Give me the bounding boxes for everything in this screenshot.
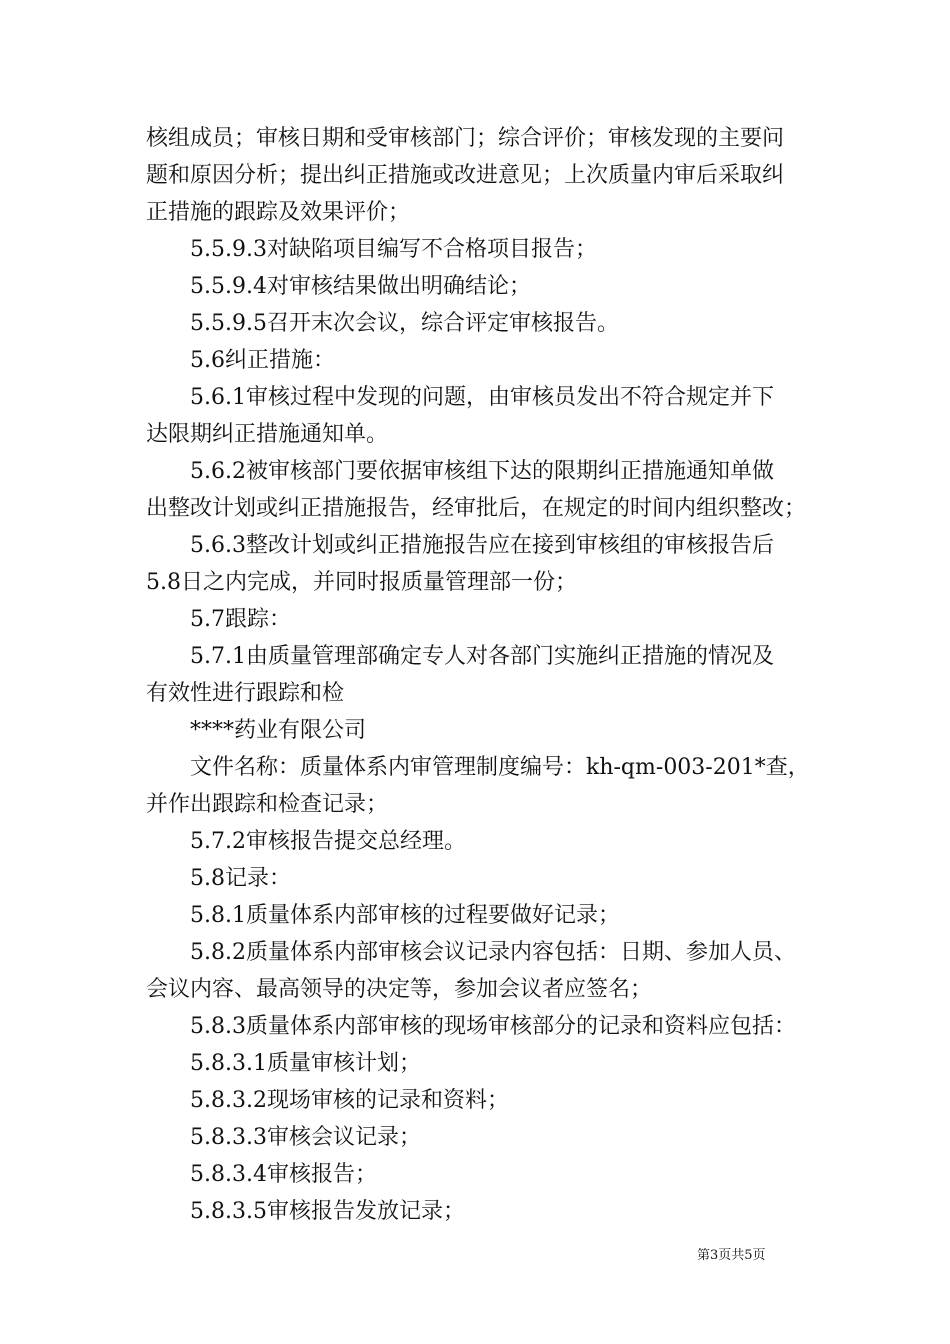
text-line: 会议内容、最高领导的决定等，参加会议者应签名；: [146, 977, 653, 1002]
text-line: 5.6.2被审核部门要依据审核组下达的限期纠正措施通知单做: [146, 459, 774, 484]
document-body: [146, 120, 810, 1230]
text-line: 5.5.9.5召开末次会议，综合评定审核报告。: [146, 311, 619, 336]
section-heading: 5.6纠正措施：: [146, 348, 335, 373]
text-line: 达限期纠正措施通知单。: [146, 422, 389, 447]
page-number: 第3页共5页: [697, 1248, 766, 1263]
company-name: ****药业有限公司: [146, 718, 367, 743]
text-line: 核组成员；审核日期和受审核部门；综合评价；审核发现的主要问: [146, 126, 785, 151]
text-line: 5.6.3整改计划或纠正措施报告应在接到审核组的审核报告后: [146, 533, 774, 558]
list-item: 5.8.3.3审核会议记录；: [146, 1125, 421, 1150]
text-line: 题和原因分析；提出纠正措施或改进意见；上次质量内审后采取纠: [146, 163, 785, 188]
section-heading: 5.7跟踪：: [146, 607, 291, 632]
document-title-line: 文件名称：质量体系内审管理制度编号：kh-qm-003-201*查，: [146, 755, 810, 780]
text-line: 5.7.1由质量管理部确定专人对各部门实施纠正措施的情况及: [146, 644, 774, 669]
text-line: 5.8.3质量体系内部审核的现场审核部分的记录和资料应包括：: [146, 1014, 796, 1039]
list-item: 5.8.3.4审核报告；: [146, 1162, 377, 1187]
text-line: 有效性进行跟踪和检: [146, 681, 345, 706]
section-heading: 5.8记录：: [146, 866, 291, 891]
text-line: 5.6.1审核过程中发现的问题，由审核员发出不符合规定并下: [146, 385, 774, 410]
list-item: 5.8.3.2现场审核的记录和资料；: [146, 1088, 509, 1113]
list-item: 5.8.3.1质量审核计划；: [146, 1051, 421, 1076]
text-line: 5.7.2审核报告提交总经理。: [146, 829, 466, 854]
text-line: 正措施的跟踪及效果评价；: [146, 200, 411, 225]
text-line: 5.8日之内完成，并同时报质量管理部一份；: [146, 570, 577, 595]
text-line: 并作出跟踪和检查记录；: [146, 792, 389, 817]
text-line: 出整改计划或纠正措施报告，经审批后，在规定的时间内组织整改；: [146, 496, 807, 521]
text-line: 5.8.1质量体系内部审核的过程要做好记录；: [146, 903, 620, 928]
text-line: 5.5.9.3对缺陷项目编写不合格项目报告；: [146, 237, 597, 262]
list-item: 5.8.3.5审核报告发放记录；: [146, 1199, 465, 1224]
text-line: 5.5.9.4对审核结果做出明确结论；: [146, 274, 531, 299]
text-line: 5.8.2质量体系内部审核会议记录内容包括：日期、参加人员、: [146, 940, 796, 965]
